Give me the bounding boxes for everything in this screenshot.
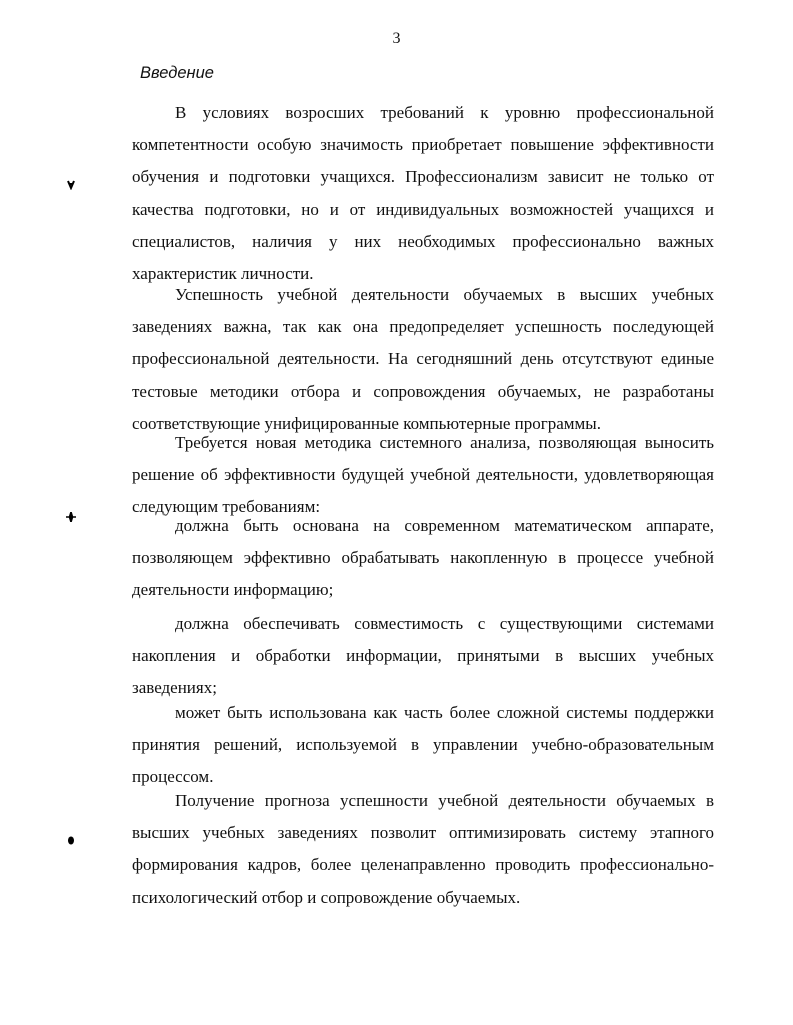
binder-hole-mark-icon	[66, 512, 76, 522]
requirement-item-1: должна быть основана на современном математическом аппарате, позволяющем эффективно обрабатывать накопленную в процессе учебной деятельности информацию;	[132, 516, 714, 600]
paragraph-requirements: Требуется новая методика системного анализа, позволяющая выносить решение об эффективности будущей учебной деятельности, удовлетворяющая следующим требованиям:	[132, 433, 714, 517]
section-heading: Введение	[140, 64, 214, 82]
paragraph-success: Успешность учебной деятельности обучаемых в высших учебных заведениях важна, так как она предопределяет успешность последующей профессиональной деятельности. На сегодняшний день отсутствуют единые тестовые методики отбора и сопровождения обучаемых, не разработаны соответствующие унифицированные компьютерные программы.	[132, 285, 714, 433]
paragraph-intro: В условиях возросших требований к уровню профессиональной компетентности особую значимость приобретает повышение эффективности обучения и подготовки учащихся. Профессионализм зависит не только от качества подготовки, но и от индивидуальных возможностей учащихся и специалистов, наличия у них необходимых профессионально важных характеристик личности.	[132, 103, 714, 284]
binder-hole-mark-icon	[66, 180, 76, 190]
requirement-item-3: может быть использована как часть более сложной системы поддержки принятия решений, используемой в управлении учебно-образовательным процессом.	[132, 703, 714, 787]
page-number: 3	[392, 30, 401, 47]
requirement-item-2: должна обеспечивать совместимость с существующими системами накопления и обработки информации, принятыми в высших учебных заведениях;	[132, 614, 714, 698]
binder-hole-mark-icon	[66, 836, 76, 846]
paragraph-conclusion: Получение прогноза успешности учебной деятельности обучаемых в высших учебных заведениях позволит оптимизировать систему этапного формирования кадров, более целенаправленно проводить профессионально-психологический отбор и сопровождение обучаемых.	[132, 791, 714, 907]
